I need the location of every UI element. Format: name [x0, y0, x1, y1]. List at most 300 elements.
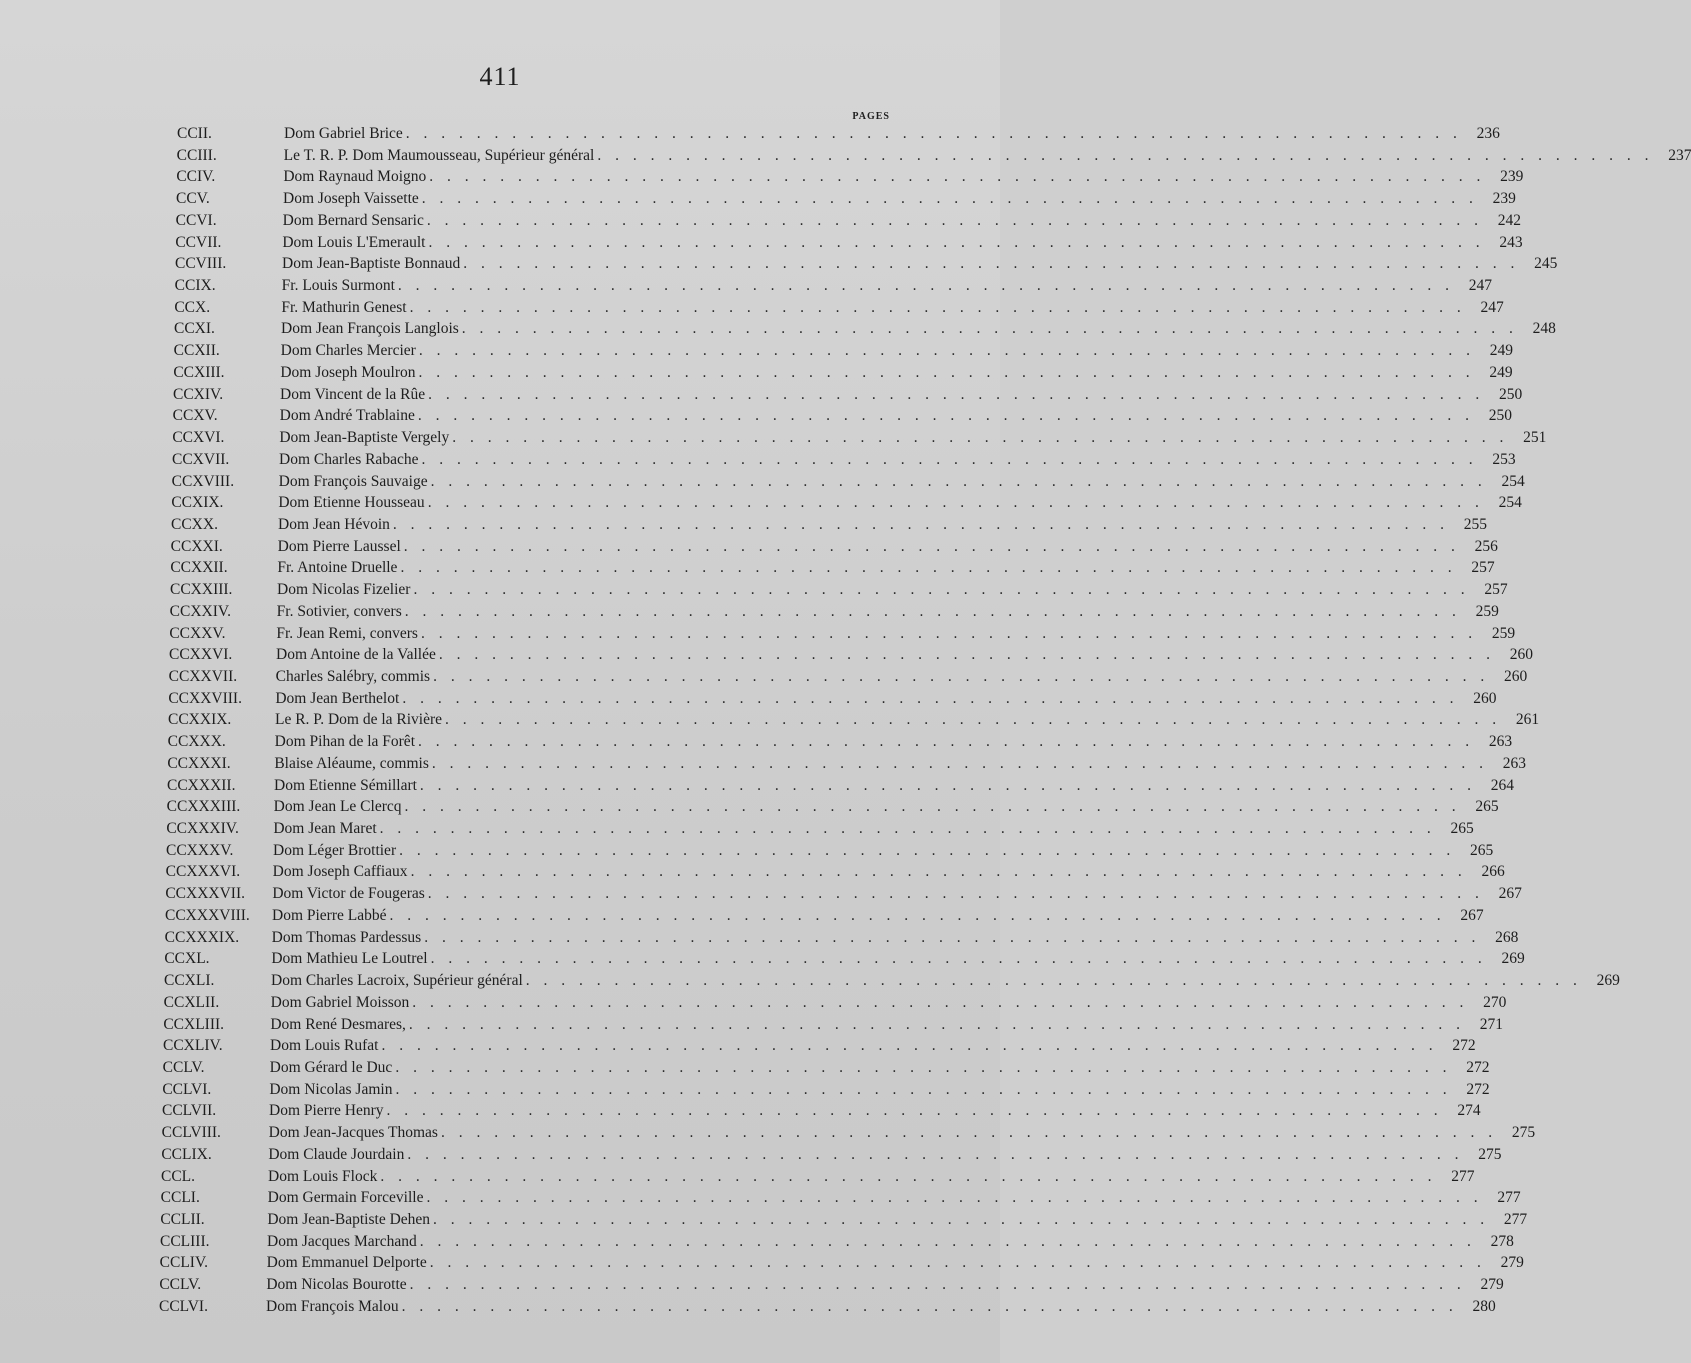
toc-row — [168, 666, 1528, 688]
entry-page-number: 261 — [1515, 711, 1540, 729]
entry-numeral: CCIX. — [174, 277, 216, 295]
dot-leader: . . . . . . . . . . . . . . . . . . . . . . . . . . . . . . . . . . . . . . . . . . . . . . . . . . . . . . . . . . . . — [428, 385, 1485, 403]
toc-row — [173, 340, 1513, 362]
toc-row — [173, 362, 1513, 384]
entry-line — [276, 601, 1499, 623]
toc-row — [160, 1187, 1521, 1209]
dot-leader: . . . . . . . . . . . . . . . . . . . . . . . . . . . . . . . . . . . . . . . . . . . . . . . . . . . . . . . . . . . . — [430, 950, 1487, 968]
entry-line — [279, 405, 1512, 427]
entry-page-number: 277 — [1503, 1211, 1528, 1228]
dot-leader: . . . . . . . . . . . . . . . . . . . . . . . . . . . . . . . . . . . . . . . . . . . . . . . . . . . . . . . . . . . . — [399, 841, 1456, 859]
entry-numeral: CCXXVII. — [168, 668, 238, 685]
entry-numeral: CCXXXIX. — [164, 928, 240, 946]
entry-line — [274, 753, 1526, 775]
entry-numeral: CCXLI. — [164, 972, 215, 990]
toc-row — [167, 753, 1526, 775]
dot-leader: . . . . . . . . . . . . . . . . . . . . . . . . . . . . . . . . . . . . . . . . . . . . . . . . . . . . . . . . . . . . — [405, 125, 1462, 142]
entry-name: Dom Germain Forceville — [267, 1189, 424, 1207]
entry-numeral: CCLVII. — [162, 1102, 217, 1120]
entry-numeral: CCXXIX. — [168, 711, 232, 729]
entry-numeral: CCLIV. — [159, 1254, 209, 1272]
entry-line — [281, 275, 1493, 297]
entry-line — [266, 1274, 1504, 1296]
dot-leader: . . . . . . . . . . . . . . . . . . . . . . . . . . . . . . . . . . . . . . . . . . . . . . . . . . . . . . . . . . . . — [419, 776, 1477, 794]
entry-numeral: CCXII. — [173, 342, 220, 360]
entry-line — [269, 1100, 1481, 1122]
dot-leader: . . . . . . . . . . . . . . . . . . . . . . . . . . . . . . . . . . . . . . . . . . . . . . . . . . . . . . . . . . . . — [409, 298, 1466, 316]
entry-numeral: CCXX. — [171, 515, 218, 533]
toc-row — [176, 145, 1691, 167]
toc-row — [163, 1014, 1504, 1036]
entry-page-number: 277 — [1451, 1167, 1475, 1185]
entry-line — [278, 471, 1525, 493]
entry-name: Dom Jean Berthelot — [275, 689, 400, 707]
entry-page-number: 260 — [1509, 646, 1533, 664]
entry-line — [274, 775, 1515, 797]
entry-numeral: CCIV. — [176, 168, 216, 186]
entry-numeral: CCXXXV. — [166, 841, 234, 859]
entry-line — [283, 166, 1524, 188]
toc-row — [170, 557, 1495, 579]
entry-numeral: CCLII. — [160, 1211, 205, 1228]
dot-leader: . . . . . . . . . . . . . . . . . . . . . . . . . . . . . . . . . . . . . . . . . . . . . . . . . . . . . . . . . . . . — [408, 1015, 1466, 1033]
entry-name: Fr. Antoine Druelle — [277, 559, 398, 577]
entry-line — [268, 1122, 1536, 1144]
entry-page-number: 239 — [1500, 168, 1524, 186]
entry-line — [271, 927, 1519, 949]
dot-leader: . . . . . . . . . . . . . . . . . . . . . . . . . . . . . . . . . . . . . . . . . . . . . . . . . . . . . . . . . . . . — [430, 472, 1487, 490]
entry-numeral: CCLV. — [162, 1058, 205, 1076]
toc-row — [169, 623, 1516, 645]
entry-page-number: 269 — [1596, 972, 1620, 990]
entry-page-number: 272 — [1466, 1080, 1490, 1098]
toc-row — [160, 1209, 1528, 1231]
entry-page-number: 248 — [1532, 320, 1556, 338]
entry-name: Dom Jean Hévoin — [278, 515, 390, 533]
dot-leader: . . . . . . . . . . . . . . . . . . . . . . . . . . . . . . . . . . . . . . . . . . . . . . . . . . . . . . . . . . . . — [429, 1254, 1486, 1272]
dot-leader: . . . . . . . . . . . . . . . . . . . . . . . . . . . . . . . . . . . . . . . . . . . . . . . . . . . . . . . . . . . . — [452, 429, 1509, 447]
toc-row — [176, 166, 1524, 188]
dot-leader: . . . . . . . . . . . . . . . . . . . . . . . . . . . . . . . . . . . . . . . . . . . . . . . . . . . . . . . . . . . . — [381, 1037, 1438, 1055]
dot-leader: . . . . . . . . . . . . . . . . . . . . . . . . . . . . . . . . . . . . . . . . . . . . . . . . . . . . . . . . . . . . — [389, 906, 1446, 924]
entry-numeral: CCLVI. — [159, 1297, 208, 1315]
toc-row — [162, 1057, 1490, 1079]
entry-numeral: CCXVIII. — [171, 472, 235, 490]
entry-name: Charles Salébry, commis — [275, 668, 431, 685]
dot-leader: . . . . . . . . . . . . . . . . . . . . . . . . . . . . . . . . . . . . . . . . . . . . . . . . . . . . . . . . . . . . — [427, 494, 1484, 512]
entry-page-number: 275 — [1478, 1145, 1502, 1163]
entry-page-number: 266 — [1481, 863, 1505, 881]
entry-numeral: CCXXXVIII. — [165, 906, 250, 924]
entry-line — [282, 232, 1523, 254]
toc-row — [169, 601, 1499, 623]
toc-row — [159, 1252, 1524, 1274]
toc-row — [162, 1079, 1490, 1101]
entry-numeral: CCXXV. — [169, 624, 226, 642]
entry-page-number: 257 — [1484, 581, 1508, 599]
entry-name: Dom Louis Rufat — [270, 1037, 379, 1055]
entry-numeral: CCXXIV. — [169, 602, 231, 620]
dot-leader: . . . . . . . . . . . . . . . . . . . . . . . . . . . . . . . . . . . . . . . . . . . . . . . . . . . . . . . . . . . . — [424, 928, 1481, 946]
entry-name: Dom Claude Jourdain — [268, 1145, 405, 1163]
entry-line — [277, 536, 1498, 558]
entry-name: Dom Gabriel Moisson — [270, 993, 410, 1011]
dot-leader: . . . . . . . . . . . . . . . . . . . . . . . . . . . . . . . . . . . . . . . . . . . . . . . . . . . . . . . . . . . . — [421, 450, 1478, 468]
entry-name: Dom René Desmares, — [270, 1015, 406, 1033]
entry-page-number: 260 — [1503, 668, 1528, 685]
entry-name: Dom Thomas Pardessus — [271, 928, 422, 946]
entry-numeral: CCXXVIII. — [168, 689, 242, 707]
toc-row — [175, 253, 1558, 275]
entry-name: Dom Jacques Marchand — [267, 1232, 417, 1250]
entry-numeral: CCVIII. — [175, 255, 227, 273]
entry-line — [270, 1035, 1476, 1057]
toc-row — [163, 1035, 1476, 1057]
entry-numeral: CCL. — [161, 1167, 196, 1185]
dot-leader: . . . . . . . . . . . . . . . . . . . . . . . . . . . . . . . . . . . . . . . . . . . . . . . . . . . . . . . . . . . . — [525, 972, 1582, 990]
entry-numeral: CCXXXIV. — [166, 820, 239, 838]
entry-line — [279, 427, 1547, 449]
dot-leader: . . . . . . . . . . . . . . . . . . . . . . . . . . . . . . . . . . . . . . . . . . . . . . . . . . . . . . . . . . . . — [401, 1297, 1458, 1315]
entry-line — [270, 992, 1507, 1014]
entry-page-number: 279 — [1480, 1276, 1504, 1294]
entry-numeral: CCXXXI. — [167, 754, 231, 772]
toc-row — [170, 536, 1498, 558]
dot-leader: . . . . . . . . . . . . . . . . . . . . . . . . . . . . . . . . . . . . . . . . . . . . . . . . . . . . . . . . . . . . — [392, 515, 1450, 533]
entry-name: Dom Bernard Sensaric — [282, 211, 424, 229]
entry-line — [280, 384, 1523, 406]
dot-leader: . . . . . . . . . . . . . . . . . . . . . . . . . . . . . . . . . . . . . . . . . . . . . . . . . . . . . . . . . . . . — [428, 233, 1485, 251]
entry-line — [279, 449, 1516, 471]
page-number: 411 — [479, 62, 521, 91]
toc-row — [163, 992, 1507, 1014]
entry-numeral: CCX. — [174, 298, 211, 316]
entry-numeral: CCIII. — [176, 146, 217, 164]
entry-name: Fr. Jean Remi, convers — [276, 624, 418, 642]
entry-page-number: 265 — [1469, 841, 1494, 859]
entry-page-number: 255 — [1463, 515, 1488, 533]
entry-name: Le R. P. Dom de la Rivière — [275, 711, 443, 729]
entry-page-number: 279 — [1500, 1254, 1524, 1272]
toc-row — [174, 275, 1493, 297]
toc-row — [165, 905, 1484, 927]
entry-numeral: CCXIV. — [173, 385, 224, 403]
toc-row — [166, 796, 1499, 818]
entry-line — [276, 623, 1516, 645]
entry-line — [275, 709, 1540, 731]
entry-numeral: CCXVI. — [172, 429, 225, 447]
dot-leader: . . . . . . . . . . . . . . . . . . . . . . . . . . . . . . . . . . . . . . . . . . . . . . . . . . . . . . . . . . . . — [431, 754, 1488, 772]
entry-name: Dom Joseph Moulron — [280, 363, 416, 381]
entry-line — [282, 210, 1521, 232]
entry-numeral: CCLV. — [159, 1276, 202, 1294]
entry-name: Dom Pierre Henry — [269, 1102, 384, 1120]
dot-leader: . . . . . . . . . . . . . . . . . . . . . . . . . . . . . . . . . . . . . . . . . . . . . . . . . . . . . . . . . . . . — [433, 668, 1490, 685]
entry-line — [281, 297, 1504, 319]
entry-numeral: CCII. — [177, 125, 212, 142]
entry-name: Dom Etienne Housseau — [278, 494, 425, 512]
toc-row — [164, 970, 1620, 992]
entry-line — [276, 644, 1533, 666]
entry-line — [283, 145, 1691, 167]
dot-leader: . . . . . . . . . . . . . . . . . . . . . . . . . . . . . . . . . . . . . . . . . . . . . . . . . . . . . . . . . . . . — [380, 1167, 1437, 1185]
entry-line — [271, 970, 1620, 992]
entry-line — [275, 666, 1528, 688]
entry-page-number: 278 — [1490, 1232, 1514, 1250]
entry-name: Dom Jean-Jacques Thomas — [268, 1124, 438, 1142]
toc-row — [168, 688, 1497, 710]
toc-row — [173, 384, 1523, 406]
toc-row — [159, 1274, 1504, 1296]
entry-page-number: 263 — [1502, 754, 1526, 772]
dot-leader: . . . . . . . . . . . . . . . . . . . . . . . . . . . . . . . . . . . . . . . . . . . . . . . . . . . . . . . . . . . . — [400, 559, 1457, 577]
pages-column-header: PAGES — [852, 111, 890, 122]
dot-leader: . . . . . . . . . . . . . . . . . . . . . . . . . . . . . . . . . . . . . . . . . . . . . . . . . . . . . . . . . . . . — [418, 342, 1475, 360]
entry-numeral: CCXXXII. — [167, 776, 236, 794]
entry-name: Dom Jean François Langlois — [281, 320, 459, 338]
dot-leader: . . . . . . . . . . . . . . . . . . . . . . . . . . . . . . . . . . . . . . . . . . . . . . . . . . . . . . . . . . . . — [440, 1124, 1498, 1142]
entry-numeral: CCXLIII. — [163, 1015, 225, 1033]
entry-line — [266, 1296, 1496, 1318]
entry-line — [271, 948, 1525, 970]
entry-numeral: CCXL. — [164, 950, 210, 968]
entry-numeral: CCXXX. — [167, 733, 226, 751]
dot-leader: . . . . . . . . . . . . . . . . . . . . . . . . . . . . . . . . . . . . . . . . . . . . . . . . . . . . . . . . . . . . — [397, 277, 1455, 295]
entry-line — [267, 1209, 1528, 1231]
toc-row — [164, 927, 1519, 949]
entry-line — [277, 579, 1508, 601]
entry-line — [274, 731, 1513, 753]
dot-leader: . . . . . . . . . . . . . . . . . . . . . . . . . . . . . . . . . . . . . . . . . . . . . . . . . . . . . . . . . . . . — [426, 211, 1483, 229]
entry-numeral: CCLVI. — [162, 1080, 212, 1098]
entry-name: Dom Pihan de la Forêt — [274, 733, 415, 751]
entry-name: Dom Charles Lacroix, Supérieur général — [271, 972, 523, 990]
entry-name: Dom Gérard le Duc — [269, 1058, 393, 1076]
entry-numeral: CCLIII. — [160, 1232, 210, 1250]
entry-page-number: 267 — [1498, 885, 1522, 903]
dot-leader: . . . . . . . . . . . . . . . . . . . . . . . . . . . . . . . . . . . . . . . . . . . . . . . . . . . . . . . . . . . . — [412, 993, 1469, 1011]
entry-page-number: 250 — [1499, 385, 1523, 403]
entry-page-number: 267 — [1460, 906, 1484, 924]
toc-row — [165, 861, 1505, 883]
entry-name: Dom Jean Maret — [273, 820, 377, 838]
toc-row — [160, 1231, 1514, 1253]
entry-name: Blaise Aléaume, commis — [274, 754, 429, 772]
entry-page-number: 263 — [1488, 733, 1513, 751]
entry-name: Dom André Trablaine — [279, 407, 415, 425]
entry-line — [275, 688, 1497, 710]
entry-name: Dom Pierre Labbé — [272, 906, 387, 924]
entry-numeral: CCVI. — [175, 211, 217, 229]
entry-line — [283, 188, 1516, 210]
entry-line — [273, 796, 1499, 818]
toc-row — [175, 232, 1523, 254]
entry-name: Dom Joseph Vaissette — [283, 190, 419, 208]
dot-leader: . . . . . . . . . . . . . . . . . . . . . . . . . . . . . . . . . . . . . . . . . . . . . . . . . . . . . . . . . . . . — [402, 689, 1459, 707]
dot-leader: . . . . . . . . . . . . . . . . . . . . . . . . . . . . . . . . . . . . . . . . . . . . . . . . . . . . . . . . . . . . — [395, 1080, 1452, 1098]
toc-row — [175, 210, 1521, 232]
entry-line — [273, 840, 1494, 862]
toc-row — [172, 405, 1512, 427]
entry-line — [272, 905, 1484, 927]
entry-page-number: 247 — [1468, 277, 1493, 295]
entry-numeral: CCXXXIII. — [166, 798, 241, 816]
entry-page-number: 236 — [1476, 125, 1500, 142]
entry-page-number: 271 — [1479, 1015, 1504, 1033]
dot-leader: . . . . . . . . . . . . . . . . . . . . . . . . . . . . . . . . . . . . . . . . . . . . . . . . . . . . . . . . . . . . — [409, 1276, 1466, 1294]
dot-leader: . . . . . . . . . . . . . . . . . . . . . . . . . . . . . . . . . . . . . . . . . . . . . . . . . . . . . . . . . . . . — [445, 711, 1502, 729]
entry-line — [266, 1252, 1524, 1274]
toc-row — [167, 731, 1513, 753]
dot-leader: . . . . . . . . . . . . . . . . . . . . . . . . . . . . . . . . . . . . . . . . . . . . . . . . . . . . . . . . . . . . — [418, 363, 1475, 381]
entry-name: Fr. Mathurin Genest — [281, 298, 407, 316]
entry-name: Dom Nicolas Fizelier — [277, 581, 411, 599]
entry-name: Le T. R. P. Dom Maumousseau, Supérieur général — [283, 146, 595, 164]
entry-numeral: CCLVIII. — [161, 1124, 221, 1142]
entry-numeral: CCVII. — [175, 233, 222, 251]
entry-name: Dom Raynaud Moigno — [283, 168, 427, 186]
entry-name: Dom Jean-Baptiste Bonnaud — [282, 255, 461, 273]
entry-page-number: 265 — [1450, 820, 1474, 838]
entry-name: Dom Charles Mercier — [280, 342, 416, 360]
entry-line — [269, 1079, 1490, 1101]
dot-leader: . . . . . . . . . . . . . . . . . . . . . . . . . . . . . . . . . . . . . . . . . . . . . . . . . . . . . . . . . . . . — [420, 624, 1478, 642]
entry-name: Dom Jean-Baptiste Vergely — [279, 429, 450, 447]
entry-page-number: 272 — [1466, 1058, 1490, 1076]
entry-name: Dom Gabriel Brice — [284, 125, 403, 142]
toc-row — [159, 1296, 1496, 1318]
toc-row — [177, 123, 1500, 145]
entry-name: Dom Jean Le Clercq — [273, 798, 402, 816]
entry-line — [280, 362, 1513, 384]
toc-row — [161, 1122, 1536, 1144]
dot-leader: . . . . . . . . . . . . . . . . . . . . . . . . . . . . . . . . . . . . . . . . . . . . . . . . . . . . . . . . . . . . — [429, 168, 1486, 186]
toc-row — [171, 514, 1488, 536]
dot-leader: . . . . . . . . . . . . . . . . . . . . . . . . . . . . . . . . . . . . . . . . . . . . . . . . . . . . . . . . . . . . — [426, 1189, 1483, 1207]
entry-name: Dom Joseph Caffiaux — [272, 863, 408, 881]
entry-page-number: 242 — [1497, 211, 1521, 229]
entry-name: Dom Louis Flock — [268, 1167, 378, 1185]
entry-page-number: 275 — [1511, 1124, 1536, 1142]
entry-page-number: 257 — [1471, 559, 1495, 577]
entry-page-number: 272 — [1452, 1037, 1476, 1055]
entry-name: Dom Victor de Fougeras — [272, 885, 425, 903]
entry-line — [269, 1057, 1490, 1079]
entry-numeral: CCXIX. — [171, 494, 224, 512]
entry-page-number: 269 — [1501, 950, 1525, 968]
dot-leader: . . . . . . . . . . . . . . . . . . . . . . . . . . . . . . . . . . . . . . . . . . . . . . . . . . . . . . . . . . . . — [419, 1232, 1476, 1250]
dot-leader: . . . . . . . . . . . . . . . . . . . . . . . . . . . . . . . . . . . . . . . . . . . . . . . . . . . . . . . . . . . . — [379, 820, 1436, 838]
entry-numeral: CCXXXVI. — [165, 863, 241, 881]
dot-leader: . . . . . . . . . . . . . . . . . . . . . . . . . . . . . . . . . . . . . . . . . . . . . . . . . . . . . . . . . . . . — [386, 1102, 1443, 1120]
entry-page-number: 249 — [1489, 363, 1513, 381]
entry-line — [267, 1231, 1514, 1253]
dot-leader: . . . . . . . . . . . . . . . . . . . . . . . . . . . . . . . . . . . . . . . . . . . . . . . . . . . . . . . . . . . . — [404, 798, 1461, 816]
entry-page-number: 259 — [1491, 624, 1516, 642]
entry-page-number: 274 — [1457, 1102, 1481, 1120]
dot-leader: . . . . . . . . . . . . . . . . . . . . . . . . . . . . . . . . . . . . . . . . . . . . . . . . . . . . . . . . . . . . — [407, 1145, 1464, 1163]
entry-page-number: 260 — [1473, 689, 1497, 707]
entry-name: Dom François Sauvaige — [278, 472, 428, 490]
entry-page-number: 265 — [1475, 798, 1499, 816]
entry-numeral: CCLIX. — [161, 1145, 212, 1163]
toc-row — [166, 840, 1494, 862]
dot-leader: . . . . . . . . . . . . . . . . . . . . . . . . . . . . . . . . . . . . . . . . . . . . . . . . . . . . . . . . . . . . — [421, 190, 1478, 208]
dot-leader: . . . . . . . . . . . . . . . . . . . . . . . . . . . . . . . . . . . . . . . . . . . . . . . . . . . . . . . . . . . . — [418, 733, 1475, 751]
entry-page-number: 237 — [1668, 146, 1691, 164]
entry-page-number: 254 — [1498, 494, 1522, 512]
entry-name: Dom François Malou — [266, 1297, 399, 1315]
entry-page-number: 243 — [1499, 233, 1523, 251]
toc-row — [169, 644, 1533, 666]
dot-leader: . . . . . . . . . . . . . . . . . . . . . . . . . . . . . . . . . . . . . . . . . . . . . . . . . . . . . . . . . . . . — [438, 646, 1495, 664]
entry-page-number: 250 — [1488, 407, 1512, 425]
entry-numeral: CCLI. — [160, 1189, 200, 1207]
entry-page-number: 277 — [1497, 1189, 1521, 1207]
entry-name: Dom Etienne Sémillart — [274, 776, 417, 794]
entry-name: Dom Emmanuel Delporte — [266, 1254, 427, 1272]
entry-page-number: 280 — [1472, 1297, 1496, 1315]
entry-numeral: CCXXXVII. — [165, 885, 245, 903]
entry-page-number: 253 — [1492, 450, 1516, 468]
toc-row — [166, 818, 1474, 840]
dot-leader: . . . . . . . . . . . . . . . . . . . . . . . . . . . . . . . . . . . . . . . . . . . . . . . . . . . . . . . . . . . . — [403, 537, 1460, 555]
entry-name: Dom Jean-Baptiste Dehen — [267, 1211, 431, 1228]
toc-row — [172, 427, 1547, 449]
entry-line — [278, 492, 1522, 514]
entry-page-number: 264 — [1490, 776, 1515, 794]
toc-row — [168, 709, 1540, 731]
entry-line — [268, 1144, 1502, 1166]
toc-row — [162, 1100, 1481, 1122]
entry-page-number: 239 — [1492, 190, 1516, 208]
entry-name: Dom Pierre Laussel — [277, 537, 401, 555]
entry-name: Dom Charles Rabache — [279, 450, 419, 468]
entry-numeral: CCXIII. — [173, 363, 225, 381]
entry-page-number: 254 — [1501, 472, 1525, 490]
entry-line — [272, 861, 1505, 883]
entry-numeral: CCXXI. — [170, 537, 223, 555]
dot-leader: . . . . . . . . . . . . . . . . . . . . . . . . . . . . . . . . . . . . . . . . . . . . . . . . . . . . . . . . . . . . — [433, 1211, 1490, 1228]
dot-leader: . . . . . . . . . . . . . . . . . . . . . . . . . . . . . . . . . . . . . . . . . . . . . . . . . . . . . . . . . . . . — [413, 581, 1470, 599]
entry-page-number: 259 — [1475, 602, 1499, 620]
entry-page-number: 256 — [1474, 537, 1498, 555]
entry-numeral: CCXLIV. — [163, 1037, 223, 1055]
entry-line — [281, 318, 1556, 340]
entry-page-number: 245 — [1534, 255, 1558, 273]
entry-name: Fr. Louis Surmont — [281, 277, 395, 295]
dot-leader: . . . . . . . . . . . . . . . . . . . . . . . . . . . . . . . . . . . . . . . . . . . . . . . . . . . . . . . . . . . . — [461, 320, 1518, 338]
entry-line — [280, 340, 1513, 362]
entry-name: Dom Vincent de la Rûe — [280, 385, 426, 403]
entry-numeral: CCXLII. — [163, 993, 220, 1011]
dot-leader: . . . . . . . . . . . . . . . . . . . . . . . . . . . . . . . . . . . . . . . . . . . . . . . . . . . . . . . . . . . . — [463, 255, 1520, 273]
entry-page-number: 268 — [1495, 928, 1519, 946]
toc-row — [165, 883, 1522, 905]
dot-leader: . . . . . . . . . . . . . . . . . . . . . . . . . . . . . . . . . . . . . . . . . . . . . . . . . . . . . . . . . . . . — [417, 407, 1474, 425]
toc-row — [164, 948, 1525, 970]
entry-numeral: CCXV. — [172, 407, 218, 425]
entry-numeral: CCV. — [176, 190, 210, 208]
toc-row — [161, 1144, 1502, 1166]
toc-row — [174, 297, 1504, 319]
dot-leader: . . . . . . . . . . . . . . . . . . . . . . . . . . . . . . . . . . . . . . . . . . . . . . . . . . . . . . . . . . . . — [597, 146, 1654, 164]
entry-numeral: CCXXVI. — [169, 646, 233, 664]
entry-page-number: 251 — [1523, 429, 1547, 447]
dot-leader: . . . . . . . . . . . . . . . . . . . . . . . . . . . . . . . . . . . . . . . . . . . . . . . . . . . . . . . . . . . . — [404, 602, 1461, 620]
entry-name: Dom Léger Brottier — [273, 841, 397, 859]
toc-row — [174, 318, 1556, 340]
